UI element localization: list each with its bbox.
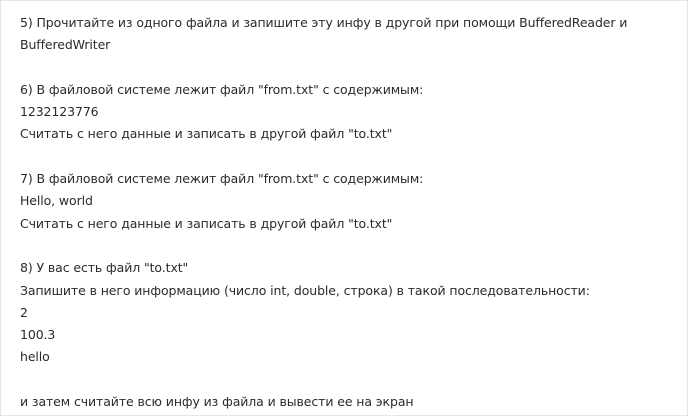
task-8-line-2: Запишите в него информацию (число int, double, строка) в такой последовательности: — [20, 282, 590, 298]
task-5 — [20, 12, 670, 57]
task-8-line-7: и затем считайте всю инфу из файла и вывести ее на экран — [20, 394, 414, 410]
task-7-line-1: 7) В файловой системе лежит файл "from.txt" с содержимым: — [20, 171, 424, 187]
spacer — [20, 57, 670, 79]
task-5-line-1: 5) Прочитайте из одного файла и запишите эту инфу в другой при помощи BufferedReader и — [20, 15, 628, 30]
task-8-line-4: 100.3 — [20, 327, 56, 343]
task-8 — [20, 257, 670, 413]
task-8-line-6 — [20, 369, 670, 391]
task-list — [20, 12, 670, 413]
task-8-line-1: 8) У вас есть файл "to.txt" — [20, 260, 189, 276]
task-6 — [20, 79, 670, 146]
task-8-line-3: 2 — [20, 304, 28, 320]
task-8-line-5: hello — [20, 349, 50, 365]
task-7-line-3: Считать с него данные и записать в другой файл "to.txt" — [20, 215, 393, 231]
spacer — [20, 146, 670, 168]
task-6-line-3: Считать с него данные и записать в другой файл "to.txt" — [20, 126, 393, 142]
spacer — [20, 235, 670, 257]
task-7 — [20, 168, 670, 235]
task-6-line-1: 6) В файловой системе лежит файл "from.txt" с содержимым: — [20, 81, 424, 97]
task-5-line-2: BufferedWriter — [20, 37, 111, 53]
task-7-line-2: Hello, world — [20, 193, 93, 209]
task-6-line-2: 1232123776 — [20, 104, 99, 120]
